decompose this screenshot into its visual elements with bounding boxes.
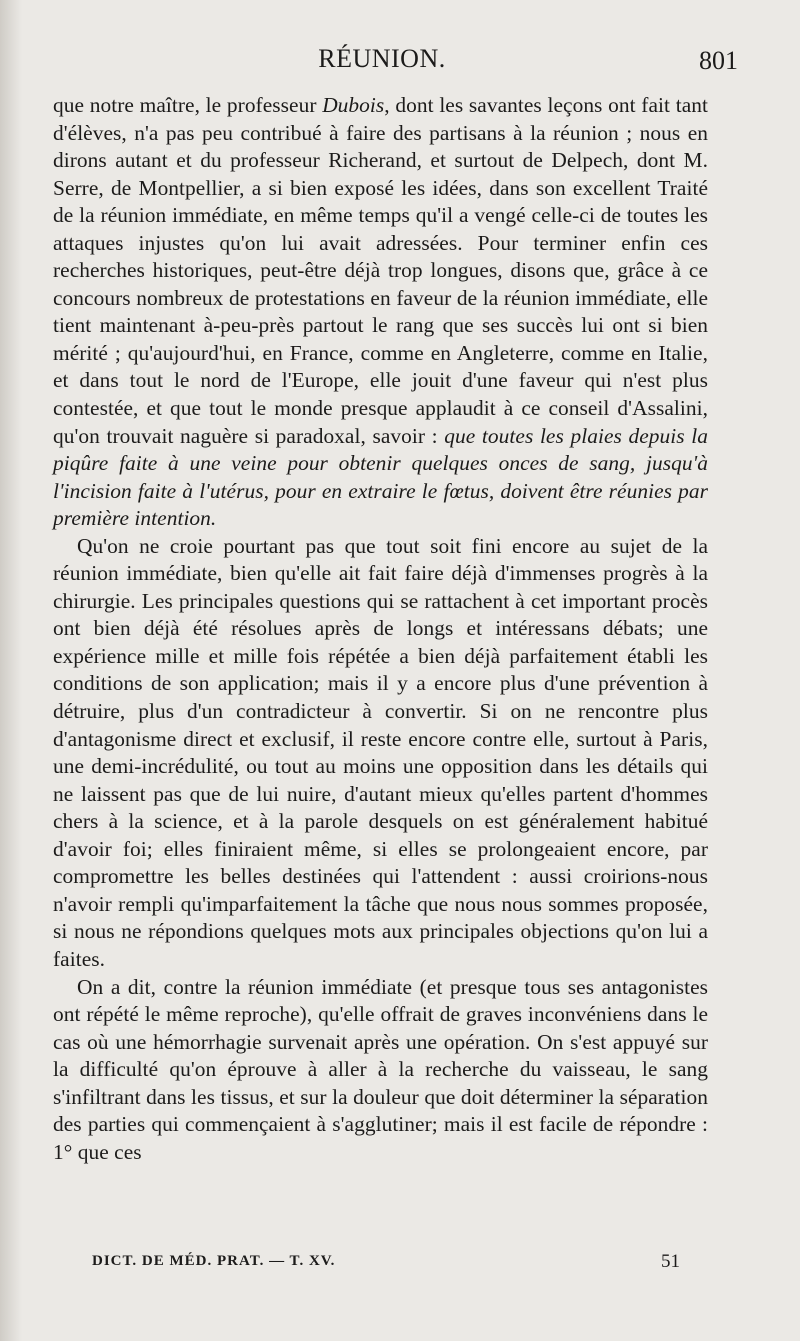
paragraph-3: On a dit, contre la réunion immédiate (et presque tous ses antagonistes ont répété le même reproche), qu'elle offrait de graves inconvéniens dans le cas où une hémorrhagie survenait après une opération. On s'est appuyé sur la difficulté qu'on éprouve à aller à la recherche du vaisseau, le sang s'infiltrant dans les tissus, et sur la douleur que doit déterminer la séparation des parties qui commençaient à s'agglutiner; mais il est facile de répondre : 1° que ces [53, 974, 708, 1164]
paragraph-1-quote: que toutes les plaies depuis la piqûre faite à une veine pour obtenir quelques onces de sang, jusqu'à l'incision faite à l'utérus, pour en extraire le fœtus, doivent être réunies par première intention. [53, 423, 708, 531]
paragraph-1-text-2: , dont les savantes leçons ont fait tant d'élèves, n'a pas peu contribué à faire des partisans à la réunion ; nous en dirons autant et du professeur Richerand, et surtout de Delpech, dont M. Serre, de Montpellier, a si bien exposé les idées, dans son excellent Traité de la réunion immédiate, en même temps qu'il a vengé celle-ci de toutes les attaques injustes qu'on lui avait adressées. Pour terminer enfin ces recherches historiques, peut-être déjà trop longues, disons que, grâce à ce concours nombreux de protestations en faveur de la réunion immédiate, elle tient maintenant à-peu-près partout le rang que ses succès lui ont si bien mérité ; qu'aujourd'hui, en France, comme en Angleterre, comme en Italie, et dans tout le nord de l'Europe, elle jouit d'une faveur qui n'est plus contestée, et que tout le monde presque applaudit à ce conseil d'Assalini, qu'on trouvait naguère si paradoxal, savoir : [53, 93, 708, 448]
paragraph-1-text: que notre maître, le professeur [53, 93, 323, 117]
paragraph-1-name: Dubois [322, 93, 385, 117]
signature-reference: DICT. DE MÉD. PRAT. — T. XV. [92, 1253, 336, 1269]
paragraph-1 [53, 92, 708, 533]
body-text [53, 92, 708, 1166]
page-number: 801 [699, 46, 738, 75]
page-header [50, 44, 738, 84]
signature-number: 51 [661, 1251, 680, 1272]
running-title: RÉUNION. [318, 44, 446, 73]
page-footer [92, 1253, 680, 1277]
paragraph-2: Qu'on ne croie pourtant pas que tout soit fini encore au sujet de la réunion immédiate, bien qu'elle ait fait faire déjà d'immenses progrès à la chirurgie. Les principales questions qui se rattachent à cet important procès ont bien déjà été résolues après de longs et intéressans débats; une expérience mille et mille fois répétée a bien déjà parfaitement établi les conditions de son application; mais il y a encore plus d'une prévention à détruire, plus d'un contradicteur à convertir. Si on ne rencontre plus d'antagonisme direct et exclusif, il reste encore contre elle, surtout à Paris, une demi-incrédulité, ou tout au moins une opposition dans les détails qui ne laissent pas que de lui nuire, d'autant mieux qu'elles partent d'hommes chers à la science, et à la parole desquels on est généralement habitué d'avoir foi; elles finiraient même, si elles se prolongeaient encore, par compromettre les belles destinées qui l'attendent : aussi croirions-nous n'avoir rempli qu'imparfaitement la tâche que nous nous sommes proposée, si nous ne répondions quelques mots aux principales objections qu'on lui a faites. [53, 533, 708, 971]
